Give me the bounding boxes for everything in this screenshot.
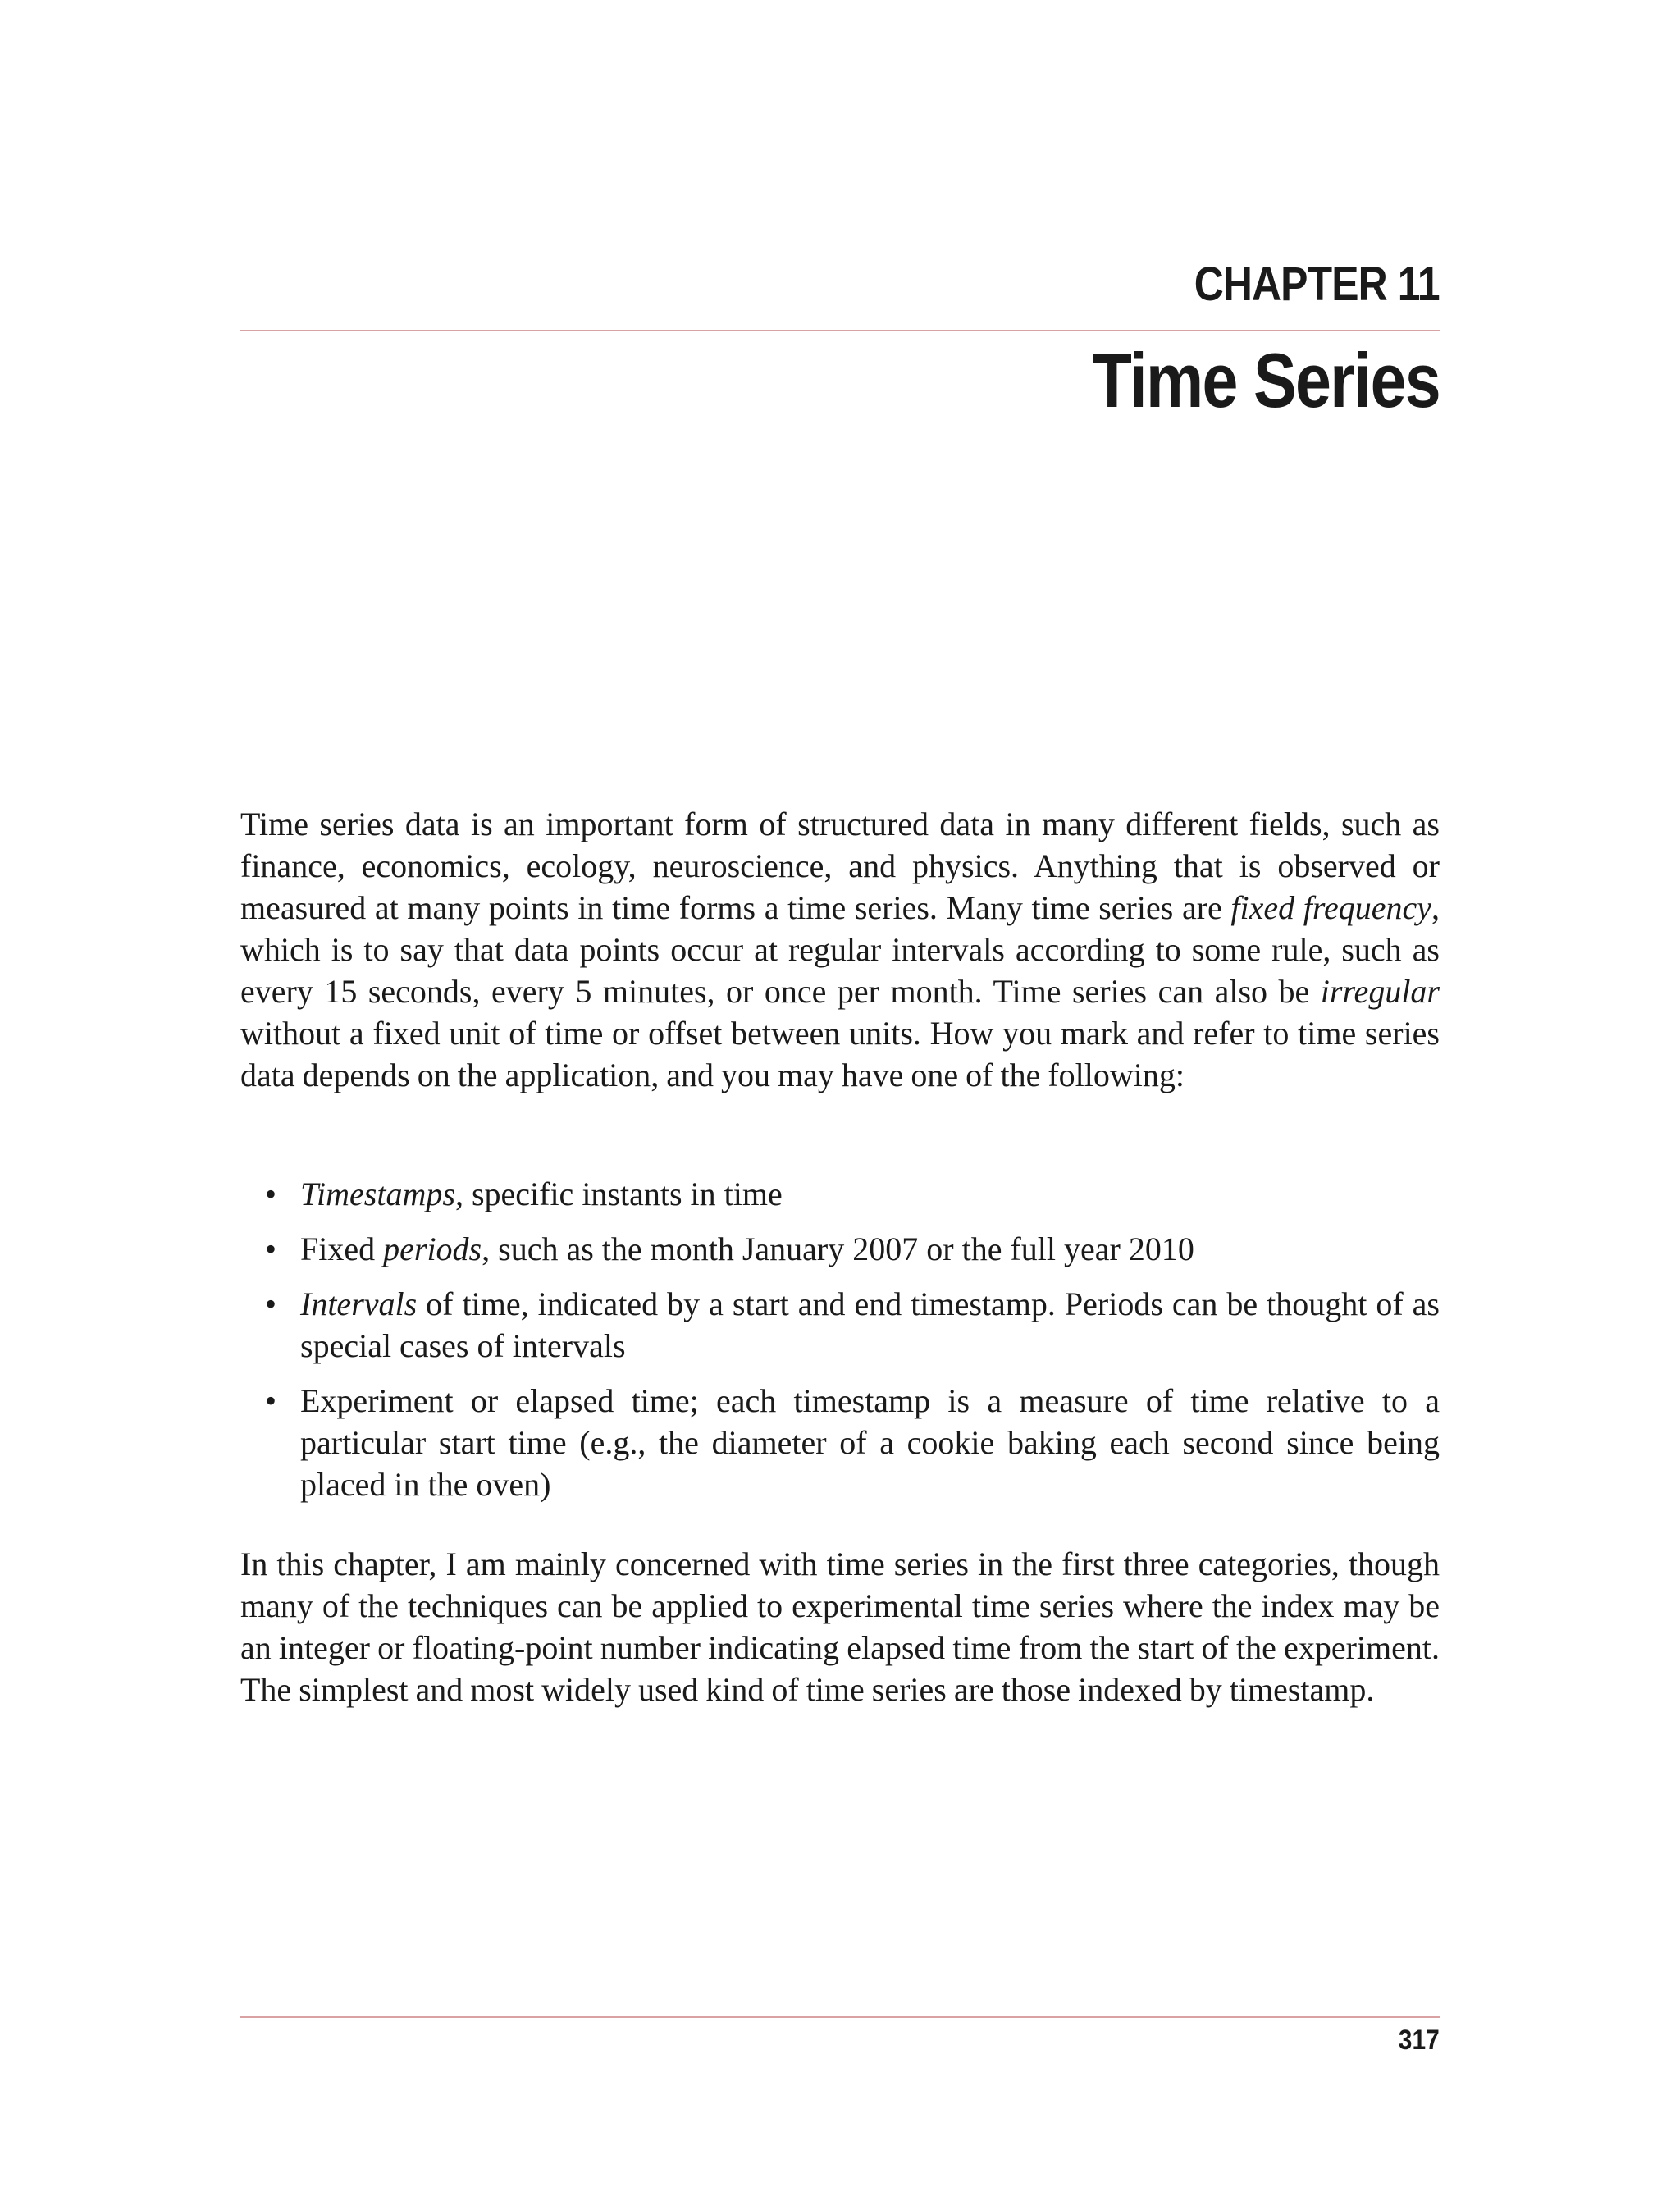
list-item-elapsed-time — [240, 1380, 1440, 1505]
bullet-icon: • — [265, 1382, 277, 1419]
list-item-emphasis: periods — [383, 1230, 482, 1267]
footer-rule — [240, 2016, 1440, 2018]
bullet-icon: • — [265, 1176, 277, 1212]
list-item-text: of time, indicated by a start and end timestamp. Periods can be thought of as special cases of intervals — [300, 1285, 1440, 1364]
list-item-emphasis: Intervals — [300, 1285, 418, 1322]
list-item-text: Experiment or elapsed time; each timestamp is a measure of time relative to a particular start time (e.g., the diameter of a cookie baking each second since being placed in the oven) — [300, 1382, 1440, 1503]
header-rule — [240, 330, 1440, 331]
list-item-timestamps — [240, 1173, 1440, 1215]
page-number: 317 — [1399, 2025, 1440, 2056]
time-series-kinds-list — [240, 1173, 1440, 1518]
bullet-icon: • — [265, 1230, 277, 1267]
list-item-intervals — [240, 1283, 1440, 1367]
list-item-periods — [240, 1228, 1440, 1270]
list-item-emphasis: Timestamps — [300, 1176, 455, 1212]
intro-paragraph — [240, 803, 1440, 1096]
bullet-icon: • — [265, 1285, 277, 1322]
intro-text-1: Time series data is an important form of structured data in many different fields, such as finance, economics, ecology, neuroscience, and physics. Anything that is observed or measured at many points in time forms a time series. Many time series are — [240, 806, 1440, 926]
intro-text-3: without a fixed unit of time or offset between units. How you mark and refer to time series data depends on the application, and you may have one of the following: — [240, 1015, 1440, 1093]
list-item-text: , specific instants in time — [454, 1176, 783, 1212]
list-item-prefix: Fixed — [300, 1230, 384, 1267]
closing-paragraph: In this chapter, I am mainly concerned with time series in the first three categories, though many of the techniques can be applied to experimental time series where the index may be an integer or floating-point number indicating elapsed time from the start of the experiment. The simplest and most widely used kind of time series are those indexed by timestamp. — [240, 1545, 1440, 1708]
intro-emphasis-fixed-frequency: fixed frequency — [1230, 889, 1431, 926]
chapter-title: Time Series — [1092, 337, 1440, 423]
list-item-text: , such as the month January 2007 or the full year 2010 — [482, 1230, 1194, 1267]
intro-text-2: , which is to say that data points occur at regular intervals according to some rule, such as every 15 seconds, every 5 minutes, or once per month. Time series can also be — [240, 889, 1440, 1010]
intro-emphasis-irregular: irregular — [1320, 973, 1440, 1010]
chapter-label: CHAPTER 11 — [1194, 258, 1440, 311]
